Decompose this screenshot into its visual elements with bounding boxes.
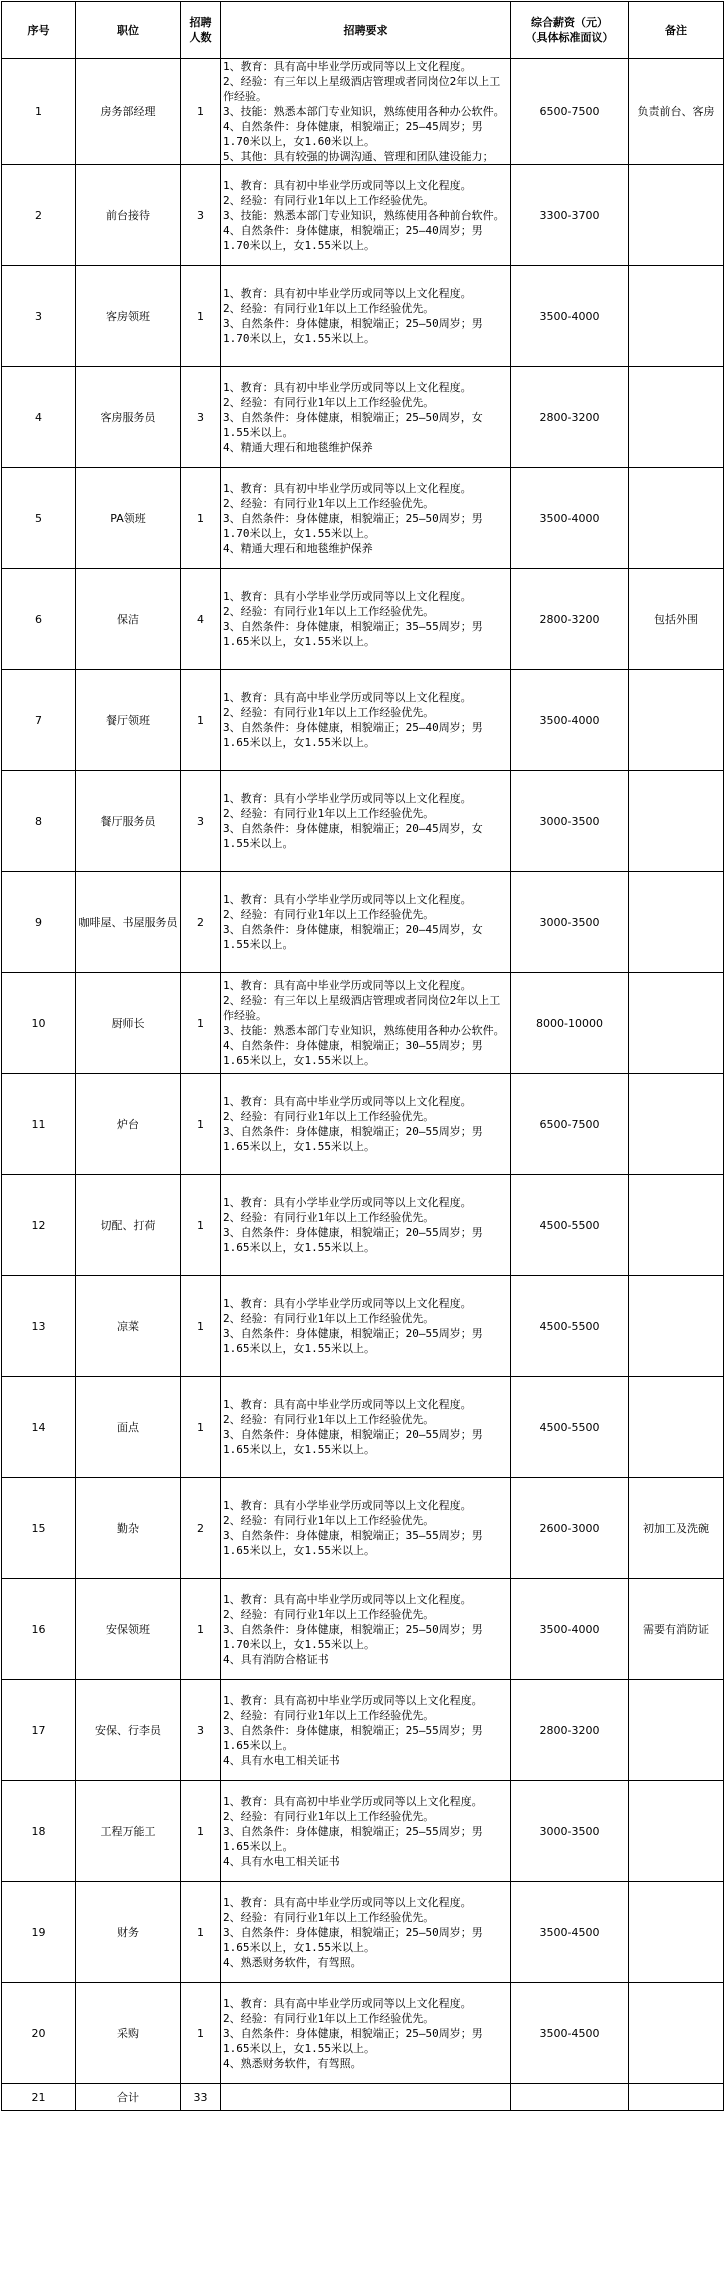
table-row xyxy=(2,1882,724,1983)
row-position: 工程万能工 xyxy=(76,1781,181,1882)
row-no: 9 xyxy=(2,872,76,973)
row-requirements: 1、教育：具有高初中毕业学历或同等以上文化程度。 2、经验：有同行业1年以上工作经验优先。 3、自然条件：身体健康，相貌端正；25—55周岁；男1.65米以上。 4、具有水电工相关证书 xyxy=(221,1680,511,1781)
row-count: 3 xyxy=(181,165,221,266)
row-no: 14 xyxy=(2,1377,76,1478)
row-position: 勤杂 xyxy=(76,1478,181,1579)
table-row xyxy=(2,1579,724,1680)
row-requirements: 1、教育：具有高中毕业学历或同等以上文化程度。 2、经验：有同行业1年以上工作经验优先。 3、自然条件：身体健康，相貌端正；25—50周岁；男1.65米以上，女1.55米以上。 4、熟悉财务软件，有驾照。 xyxy=(221,1983,511,2084)
total-row xyxy=(2,2084,724,2111)
row-position: 客房服务员 xyxy=(76,367,181,468)
row-count: 3 xyxy=(181,367,221,468)
row-salary: 2800-3200 xyxy=(511,1680,629,1781)
header-row xyxy=(2,2,724,59)
recruitment-table xyxy=(1,1,724,2111)
row-no: 18 xyxy=(2,1781,76,1882)
row-remark xyxy=(629,266,724,367)
row-no: 16 xyxy=(2,1579,76,1680)
row-no: 17 xyxy=(2,1680,76,1781)
row-remark xyxy=(629,973,724,1074)
total-label: 合计 xyxy=(76,2084,181,2111)
row-requirements: 1、教育：具有高中毕业学历或同等以上文化程度。 2、经验：有三年以上星级酒店管理或者同岗位2年以上工作经验。 3、技能：熟悉本部门专业知识，熟练使用各种办公软件。 4、自然条件：身体健康，相貌端正；30—55周岁；男1.65米以上，女1.55米以上。 xyxy=(221,973,511,1074)
row-no: 10 xyxy=(2,973,76,1074)
row-position: 房务部经理 xyxy=(76,59,181,165)
row-requirements: 1、教育：具有高中毕业学历或同等以上文化程度。 2、经验：有同行业1年以上工作经验优先。 3、自然条件：身体健康，相貌端正；25—50周岁；男1.65米以上，女1.55米以上。 4、熟悉财务软件，有驾照。 xyxy=(221,1882,511,1983)
row-no: 15 xyxy=(2,1478,76,1579)
row-count: 1 xyxy=(181,1074,221,1175)
row-requirements: 1、教育：具有小学毕业学历或同等以上文化程度。 2、经验：有同行业1年以上工作经验优先。 3、自然条件：身体健康，相貌端正；20—55周岁；男1.65米以上，女1.55米以上。 xyxy=(221,1276,511,1377)
row-remark xyxy=(629,1175,724,1276)
row-remark xyxy=(629,468,724,569)
table-row xyxy=(2,569,724,670)
row-position: 咖啡屋、书屋服务员 xyxy=(76,872,181,973)
row-count: 1 xyxy=(181,1882,221,1983)
table-row xyxy=(2,1074,724,1175)
table-row xyxy=(2,367,724,468)
row-remark xyxy=(629,1680,724,1781)
row-requirements: 1、教育：具有小学毕业学历或同等以上文化程度。 2、经验：有同行业1年以上工作经验优先。 3、自然条件：身体健康，相貌端正；35—55周岁；男1.65米以上，女1.55米以上。 xyxy=(221,1478,511,1579)
row-count: 1 xyxy=(181,266,221,367)
row-count: 1 xyxy=(181,1276,221,1377)
row-position: 凉菜 xyxy=(76,1276,181,1377)
row-salary: 3500-4000 xyxy=(511,266,629,367)
row-count: 1 xyxy=(181,1377,221,1478)
total-salary-empty xyxy=(511,2084,629,2111)
row-no: 4 xyxy=(2,367,76,468)
row-salary: 3000-3500 xyxy=(511,872,629,973)
row-requirements: 1、教育：具有高中毕业学历或同等以上文化程度。 2、经验：有同行业1年以上工作经验优先。 3、自然条件：身体健康，相貌端正；20—55周岁；男1.65米以上，女1.55米以上。 xyxy=(221,1074,511,1175)
row-count: 1 xyxy=(181,1175,221,1276)
row-salary: 6500-7500 xyxy=(511,1074,629,1175)
row-salary: 3500-4500 xyxy=(511,1983,629,2084)
row-no: 11 xyxy=(2,1074,76,1175)
row-requirements: 1、教育：具有高中毕业学历或同等以上文化程度。 2、经验：有三年以上星级酒店管理或者同岗位2年以上工作经验。 3、技能：熟悉本部门专业知识，熟练使用各种办公软件。 4、自然条件：身体健康，相貌端正；25—45周岁；男1.70米以上，女1.60米以上。 5、其他：具有较强的协调沟通、管理和团队建设能力； xyxy=(221,59,511,165)
row-remark xyxy=(629,1882,724,1983)
row-position: 面点 xyxy=(76,1377,181,1478)
row-remark: 负责前台、客房 xyxy=(629,59,724,165)
row-position: 财务 xyxy=(76,1882,181,1983)
row-requirements: 1、教育：具有高中毕业学历或同等以上文化程度。 2、经验：有同行业1年以上工作经验优先。 3、自然条件：身体健康，相貌端正；25—50周岁；男1.70米以上，女1.55米以上。 4、具有消防合格证书 xyxy=(221,1579,511,1680)
table-row xyxy=(2,1276,724,1377)
row-salary: 3500-4500 xyxy=(511,1882,629,1983)
row-salary: 3000-3500 xyxy=(511,1781,629,1882)
table-row xyxy=(2,1478,724,1579)
table-row xyxy=(2,468,724,569)
row-count: 2 xyxy=(181,872,221,973)
row-requirements: 1、教育：具有初中毕业学历或同等以上文化程度。 2、经验：有同行业1年以上工作经验优先。 3、技能：熟悉本部门专业知识，熟练使用各种前台软件。 4、自然条件：身体健康，相貌端正；25—40周岁；男1.70米以上，女1.55米以上。 xyxy=(221,165,511,266)
row-count: 1 xyxy=(181,1983,221,2084)
table-row xyxy=(2,670,724,771)
row-no: 6 xyxy=(2,569,76,670)
row-count: 1 xyxy=(181,59,221,165)
row-salary: 4500-5500 xyxy=(511,1175,629,1276)
header-no: 序号 xyxy=(2,2,76,59)
row-salary: 3500-4000 xyxy=(511,468,629,569)
header-salary: 综合薪资（元） （具体标准面议） xyxy=(511,2,629,59)
total-remark-empty xyxy=(629,2084,724,2111)
table-row xyxy=(2,872,724,973)
row-count: 1 xyxy=(181,1579,221,1680)
table-row xyxy=(2,1680,724,1781)
row-count: 3 xyxy=(181,1680,221,1781)
table-row xyxy=(2,165,724,266)
row-remark xyxy=(629,1377,724,1478)
table-row xyxy=(2,59,724,165)
row-no: 20 xyxy=(2,1983,76,2084)
row-count: 1 xyxy=(181,670,221,771)
row-remark: 初加工及洗碗 xyxy=(629,1478,724,1579)
row-remark xyxy=(629,165,724,266)
row-position: PA领班 xyxy=(76,468,181,569)
row-position: 安保、行李员 xyxy=(76,1680,181,1781)
row-salary: 2600-3000 xyxy=(511,1478,629,1579)
table-row xyxy=(2,973,724,1074)
row-requirements: 1、教育：具有小学毕业学历或同等以上文化程度。 2、经验：有同行业1年以上工作经验优先。 3、自然条件：身体健康，相貌端正；20—55周岁；男1.65米以上，女1.55米以上。 xyxy=(221,1175,511,1276)
row-position: 安保领班 xyxy=(76,1579,181,1680)
table-row xyxy=(2,1781,724,1882)
row-salary: 2800-3200 xyxy=(511,367,629,468)
row-requirements: 1、教育：具有初中毕业学历或同等以上文化程度。 2、经验：有同行业1年以上工作经验优先。 3、自然条件：身体健康，相貌端正；25—50周岁；男1.70米以上，女1.55米以上。 xyxy=(221,266,511,367)
row-position: 客房领班 xyxy=(76,266,181,367)
row-requirements: 1、教育：具有初中毕业学历或同等以上文化程度。 2、经验：有同行业1年以上工作经验优先。 3、自然条件：身体健康，相貌端正；25—50周岁；男1.70米以上，女1.55米以上。 4、精通大理石和地毯维护保养 xyxy=(221,468,511,569)
row-position: 采购 xyxy=(76,1983,181,2084)
row-count: 1 xyxy=(181,468,221,569)
row-salary: 3500-4000 xyxy=(511,1579,629,1680)
row-remark: 需要有消防证 xyxy=(629,1579,724,1680)
row-requirements: 1、教育：具有高初中毕业学历或同等以上文化程度。 2、经验：有同行业1年以上工作经验优先。 3、自然条件：身体健康，相貌端正；25—55周岁；男1.65米以上。 4、具有水电工相关证书 xyxy=(221,1781,511,1882)
row-remark xyxy=(629,1781,724,1882)
row-position: 厨师长 xyxy=(76,973,181,1074)
table-row xyxy=(2,1377,724,1478)
header-requirements: 招聘要求 xyxy=(221,2,511,59)
row-count: 3 xyxy=(181,771,221,872)
total-no: 21 xyxy=(2,2084,76,2111)
table-row xyxy=(2,1175,724,1276)
row-requirements: 1、教育：具有初中毕业学历或同等以上文化程度。 2、经验：有同行业1年以上工作经验优先。 3、自然条件：身体健康，相貌端正；25—50周岁，女1.55米以上。 4、精通大理石和地毯维护保养 xyxy=(221,367,511,468)
row-requirements: 1、教育：具有高中毕业学历或同等以上文化程度。 2、经验：有同行业1年以上工作经验优先。 3、自然条件：身体健康，相貌端正；20—55周岁；男1.65米以上，女1.55米以上。 xyxy=(221,1377,511,1478)
row-remark: 包括外围 xyxy=(629,569,724,670)
table-row xyxy=(2,771,724,872)
row-position: 餐厅服务员 xyxy=(76,771,181,872)
row-remark xyxy=(629,1983,724,2084)
row-salary: 4500-5500 xyxy=(511,1377,629,1478)
total-requirements-empty xyxy=(221,2084,511,2111)
row-count: 1 xyxy=(181,1781,221,1882)
row-position: 保洁 xyxy=(76,569,181,670)
header-remark: 备注 xyxy=(629,2,724,59)
row-count: 4 xyxy=(181,569,221,670)
row-requirements: 1、教育：具有小学毕业学历或同等以上文化程度。 2、经验：有同行业1年以上工作经验优先。 3、自然条件：身体健康，相貌端正；35—55周岁；男1.65米以上，女1.55米以上。 xyxy=(221,569,511,670)
row-position: 切配、打荷 xyxy=(76,1175,181,1276)
row-no: 13 xyxy=(2,1276,76,1377)
header-position: 职位 xyxy=(76,2,181,59)
row-no: 2 xyxy=(2,165,76,266)
row-no: 7 xyxy=(2,670,76,771)
row-position: 前台接待 xyxy=(76,165,181,266)
row-position: 餐厅领班 xyxy=(76,670,181,771)
row-remark xyxy=(629,367,724,468)
row-no: 3 xyxy=(2,266,76,367)
row-no: 19 xyxy=(2,1882,76,1983)
row-salary: 4500-5500 xyxy=(511,1276,629,1377)
row-count: 2 xyxy=(181,1478,221,1579)
row-requirements: 1、教育：具有高中毕业学历或同等以上文化程度。 2、经验：有同行业1年以上工作经验优先。 3、自然条件：身体健康，相貌端正；25—40周岁；男1.65米以上，女1.55米以上。 xyxy=(221,670,511,771)
table-row xyxy=(2,266,724,367)
row-requirements: 1、教育：具有小学毕业学历或同等以上文化程度。 2、经验：有同行业1年以上工作经验优先。 3、自然条件：身体健康，相貌端正；20—45周岁，女1.55米以上。 xyxy=(221,872,511,973)
row-salary: 6500-7500 xyxy=(511,59,629,165)
row-salary: 3000-3500 xyxy=(511,771,629,872)
row-salary: 2800-3200 xyxy=(511,569,629,670)
row-salary: 3300-3700 xyxy=(511,165,629,266)
row-no: 1 xyxy=(2,59,76,165)
row-remark xyxy=(629,1276,724,1377)
table-row xyxy=(2,1983,724,2084)
row-remark xyxy=(629,872,724,973)
row-no: 5 xyxy=(2,468,76,569)
row-requirements: 1、教育：具有小学毕业学历或同等以上文化程度。 2、经验：有同行业1年以上工作经验优先。 3、自然条件：身体健康，相貌端正；20—45周岁，女1.55米以上。 xyxy=(221,771,511,872)
row-count: 1 xyxy=(181,973,221,1074)
row-position: 炉台 xyxy=(76,1074,181,1175)
row-no: 12 xyxy=(2,1175,76,1276)
row-remark xyxy=(629,771,724,872)
header-count: 招聘 人数 xyxy=(181,2,221,59)
row-remark xyxy=(629,1074,724,1175)
row-salary: 3500-4000 xyxy=(511,670,629,771)
row-salary: 8000-10000 xyxy=(511,973,629,1074)
row-no: 8 xyxy=(2,771,76,872)
row-remark xyxy=(629,670,724,771)
total-count: 33 xyxy=(181,2084,221,2111)
